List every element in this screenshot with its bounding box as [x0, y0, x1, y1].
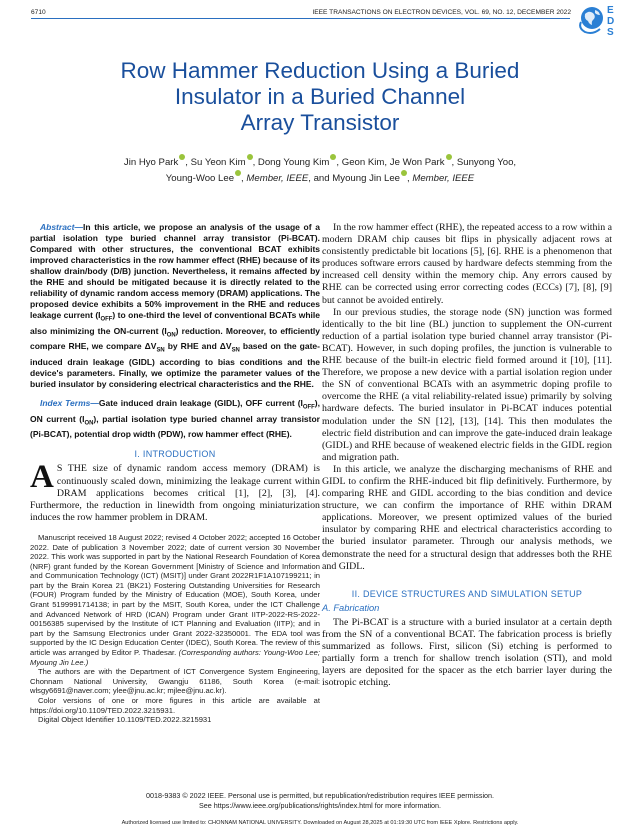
orcid-icon[interactable] [446, 154, 452, 160]
logo-letter-e: E [607, 5, 614, 16]
page-number: 6710 [31, 9, 46, 16]
orcid-icon[interactable] [247, 154, 253, 160]
license-notice: Authorized licensed use limited to: CHONNAM NATIONAL UNIVERSITY. Downloaded on August 28,2025 at 01:19:30 UTC from IEEE Xplore. Restrictions apply. [121, 820, 519, 826]
orcid-icon[interactable] [179, 154, 185, 160]
intro-paragraph: In our previous studies, the storage node (SN) junction was formed identically to the bit line (BL) junction to supplement the ON-current reduction of a partial isolation type buried channel array transistor (Pi-BCAT). However, in such doping profiles, the junction is vulnerable to RHE because of the built-in electric field formed around it [10], [11]. Therefore, we propose a new device with a partial isolation region under the SN of conventional BCATs with an asymmetric doping profile to overcome the RHE (a vital reliability-related issue) primarily by solving hardware defects. The buried insulator in Pi-BCAT induces potential modulation under the SN [12], [13], [14]. This then modulates the electric field distribution and can improve the gate-induced drain leakage (GIDL) and RHE because of weakened electric fields in the GIDL region and migration path. [322, 306, 612, 463]
author-name: Sunyong Yoo [456, 157, 514, 168]
abstract-label: Abstract— [40, 222, 83, 232]
fabrication-paragraph: The Pi-BCAT is a structure with a buried insulator at a certain depth from the SN of a conventional BCAT. The fabrication process is briefly summarized as follows. First, silicon (Si) etching is performed to partially form a trench for shallow trench isolation (STI), and mold layers are deposited for the spacer as the etch barrier layer during the isotropic etching. [322, 616, 612, 689]
author-name: Myoung Jin Lee [332, 173, 401, 184]
index-terms-label: Index Terms— [40, 398, 99, 409]
paper-title [40, 58, 600, 136]
logo-letter-s: S [607, 27, 614, 38]
membership-label: Member, IEEE [246, 173, 309, 184]
subscript: OFF [302, 404, 315, 411]
author-name: Dong Young Kim [257, 157, 330, 168]
abstract-text: based on the gate-induced drain leakage (GIDL) according to bias conditions and the device's parameters. Finally, we optimize the parameter values of the buried insulator by considering electrical characteristics and the RHE. [30, 341, 320, 390]
orcid-icon[interactable] [330, 154, 336, 160]
right-column [322, 222, 612, 689]
index-terms-text: ), partial isolation type buried channel array transistor (Pi-BCAT), potential drop width (PDW), row hammer effect (RHE). [30, 413, 320, 440]
title-line: Array Transistor [240, 110, 400, 135]
eds-globe-logo-icon [578, 2, 618, 42]
orcid-icon[interactable] [235, 170, 241, 176]
copyright-line[interactable]: See https://www.ieee.org/publications/rights/index.html for more information. [198, 801, 442, 810]
footnote-manuscript [30, 533, 320, 667]
footnote-doi: Digital Object Identifier 10.1109/TED.2022.3215931 [38, 715, 212, 725]
journal-citation: IEEE TRANSACTIONS ON ELECTRON DEVICES, VOL. 69, NO. 12, DECEMBER 2022 [312, 9, 571, 16]
drop-cap: A [30, 459, 54, 496]
footnote-text: Manuscript received 18 August 2022; revised 4 October 2022; accepted 16 October 2022. Date of publication 3 November 2022; date of current version 30 November 2022. This work was supported in part by the National Research Foundation of Korea (NRF) grant funded by the Korean Government [Ministry of Science and Information and Communication Technology (ICT) (MSIT)] under Grant 2022R1F1A107199211; in part by the Brain Korea 21 (BK21) Fostering Outstanding Universities for Research (FOUR) Program funded by the Ministry of Education (MOE), South Korea, under Grant 5199991714138; in part by the MSIT, South Korea, under the ICT Challenge and Advanced Network of HRD (ICAN) Program under Grant IITP-2022-RS-2022-00156385 supervised by the Institute of ICT Planning and Evaluation (IITP); and in part by the Samsung Electronics under Grant 2022-32350001. The EDA tool was supported by the IC Design Education Center (IDEC), South Korea. The review of this article was arranged by Editor P. Thadesar. [30, 532, 320, 658]
subscript: OFF [100, 316, 113, 323]
footnotes [30, 533, 320, 725]
author-name: Su Yeon Kim [190, 157, 246, 168]
section-heading-device-structures: II. DEVICE STRUCTURES AND SIMULATION SETUP [351, 588, 583, 599]
corresponding-authors: (Corresponding authors: Young-Woo Lee; Myoung Jin Lee.) [30, 648, 320, 667]
title-line: Row Hammer Reduction Using a Buried [120, 58, 520, 83]
intro-paragraph: In this article, we analyze the discharging mechanisms of RHE and GIDL to confirm the RHE-induced bit flip definitively. Furthermore, by comparing RHE and GIDL according to the bias condition and device structure, we can confirm the importance of RHE within DRAM applications. Moreover, we present optimized values of the buried insulator by comparing RHE and electrical characteristics according to the buried insulator parameter. Through our analysis methods, we demonstrate the need for a structural design that addresses both the RHE and GIDL. [322, 463, 612, 572]
abstract [30, 222, 320, 390]
subscript: ON [166, 332, 176, 339]
intro-paragraph: In the row hammer effect (RHE), the repeated access to a row within a modern DRAM chip causes bit flips in physically adjacent rows at consistently predictable bit locations [5], [6]. RHE is a phenomenon that produces software errors caused by hardware defects stemming from the increased cell density within the memory chip. Any errors caused by RHE can be corrected using error correcting codes (ECCs) [7], [8], [9] but cannot be avoided entirely. [322, 222, 612, 306]
section-heading-introduction: I. INTRODUCTION [134, 449, 216, 460]
abstract-text: by RHE and ΔV [164, 341, 232, 352]
conjunction: and [313, 173, 330, 184]
subscript: SN [156, 348, 165, 355]
author-name: Geon Kim [341, 157, 385, 168]
footnote-affiliation: The authors are with the Department of ICT Convergence System Engineering, Chonnam National University, Gwangju 61186, South Korea (e-mail: wlsgy6691@naver.com; ylee@jnu.ac.kr; mjlee@jnu.ac.kr). [30, 667, 320, 696]
abstract-text: In this article, we propose an analysis of the usage of a partial isolation type buried channel array transistor (Pi-BCAT). Compared with other structures, the conventional BCAT exhibits improved characteristics in the row hammer effect (RHE) because of its shallow drain/body (D/B) junction. Nevertheless, it remains affected by the RHE and should be mitigated because it is directly related to the reliability of dynamic random access memory (DRAM) applications. The proposed device exhibits a 50% improvement in the RHE and reduces leakage current (I [30, 222, 320, 320]
index-terms [30, 398, 320, 440]
abstract-text: ) to one-third the level of conventional BCATs while also minimizing the ON-current (I [30, 310, 320, 336]
title-line: Insulator in a Buried Channel [174, 84, 466, 109]
author-name: Je Won Park [389, 157, 445, 168]
logo-letter-d: D [607, 16, 615, 27]
header-rule [31, 18, 570, 19]
subscript: SN [231, 348, 240, 355]
orcid-icon[interactable] [401, 170, 407, 176]
intro-paragraph [30, 459, 320, 523]
left-column [30, 222, 320, 725]
author-name: Young-Woo Lee [165, 173, 235, 184]
footnote-color-versions[interactable]: Color versions of one or more figures in this article are available at https://doi.org/10.1109/TED.2022.3215931. [30, 696, 320, 715]
subsection-heading-fabrication: A. Fabrication [322, 602, 380, 613]
paragraph-text: S THE size of dynamic random access memory (DRAM) is continuously scaled down, minimizing the leakage current within DRAM applications becomes critical [1], [2], [3], [4]. Furthermore, the reduction in linewidth from ongoing miniaturization induces the row hammer problem in DRAM. [30, 463, 320, 523]
index-terms-text: ), ON current (I [30, 398, 320, 424]
index-terms-text: Gate induced drain leakage (GIDL), OFF current (I [98, 398, 303, 409]
author-list: Jin Hyo Park , Su Yeon Kim , Dong Young Kim , Geon Kim, Je Won Park , Sunyong Yoo, Young-Woo Lee , Member, IEEE, and Myoung Jin Lee , Member, IEEE [40, 154, 600, 186]
author-name: Jin Hyo Park [123, 157, 179, 168]
copyright-notice [0, 791, 640, 811]
copyright-line: 0018-9383 © 2022 IEEE. Personal use is permitted, but republication/redistribution requires IEEE permission. [145, 791, 495, 800]
membership-label: Member, IEEE [412, 173, 475, 184]
abstract-text: ) reduction. Moreover, to efficiently compare RHE, we compare ΔV [30, 325, 320, 352]
subscript: ON [84, 420, 94, 427]
